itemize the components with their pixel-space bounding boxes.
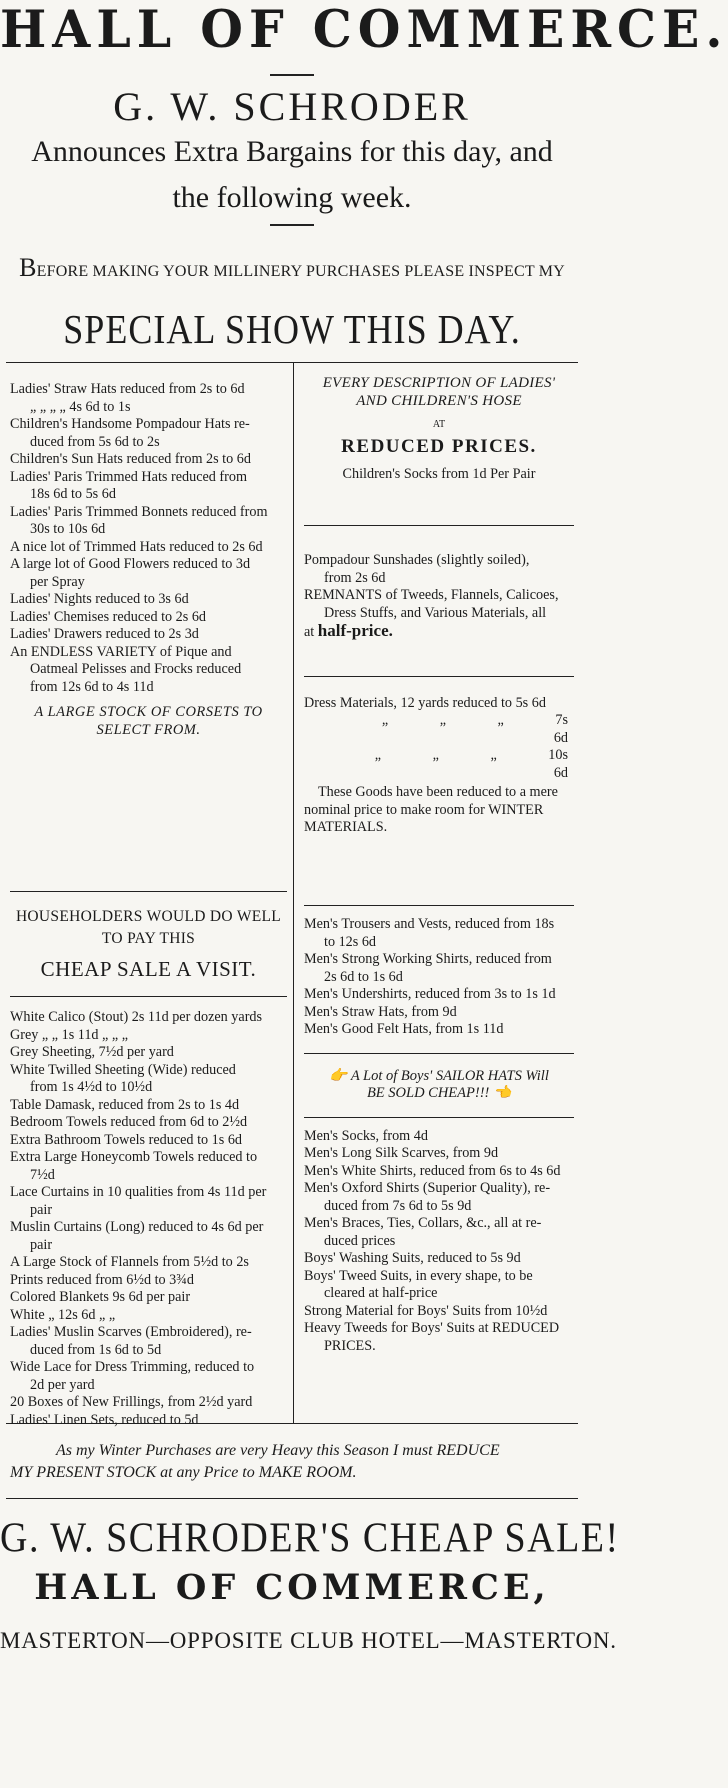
list-item: Men's Straw Hats, from 9d	[304, 1003, 457, 1020]
hose-at: AT	[432, 419, 446, 430]
household-list	[10, 997, 287, 1429]
sailor-hats-text: A Lot of Boys' SAILOR HATS Will	[350, 1067, 549, 1084]
list-item: duced prices	[324, 1232, 396, 1249]
list-item: Lace Curtains in 10 qualities from 4s 11d per	[10, 1184, 267, 1200]
list-item: „ „ „ „ 4s 6d to 1s	[30, 398, 131, 415]
sunshades-line-1: Pompadour Sunshades (slightly soiled),	[304, 552, 530, 568]
list-item: duced from 5s 6d to 2s	[30, 433, 160, 450]
list-item: White „ 12s 6d „ „	[10, 1306, 116, 1323]
location-line: MASTERTON—OPPOSITE CLUB HOTEL—MASTERTON.	[0, 1628, 617, 1653]
list-item: duced from 7s 6d to 5s 9d	[324, 1197, 472, 1214]
list-item: Extra Large Honeycomb Towels reduced to	[10, 1149, 258, 1165]
millinery-notice-text: EFORE MAKING YOUR MILLINERY PURCHASES PLEASE INSPECT MY	[36, 263, 565, 280]
boys-list	[304, 1118, 574, 1356]
list-item: cleared at half-price	[324, 1285, 438, 1301]
list-item: Colored Blankets 9s 6d per pair	[10, 1289, 191, 1305]
list-item: 20 Boxes of New Frillings, from 2½d yard	[10, 1394, 253, 1410]
list-item: Boys' Tweed Suits, in every shape, to be	[304, 1267, 533, 1284]
short-divider	[270, 74, 314, 76]
masthead-title: HALL OF COMMERCE.	[0, 0, 728, 60]
dress-materials-line-1: Dress Materials, 12 yards reduced to 5s 6d	[304, 694, 546, 711]
remnants-line-2: Dress Stuffs, and Various Materials, all	[324, 604, 547, 621]
list-item: Ladies' Muslin Scarves (Embroidered), re-	[10, 1324, 252, 1340]
dress-materials-line-2: „ „ „ 7s 6d	[381, 712, 568, 746]
list-item: from 12s 6d to 4s 11d	[30, 678, 154, 695]
list-item: pair	[30, 1201, 53, 1218]
list-item: Men's Strong Working Shirts, reduced from	[304, 951, 552, 967]
list-item: per Spray	[30, 573, 85, 590]
list-item: Men's Good Felt Hats, from 1s 11d	[304, 1021, 504, 1037]
millinery-column	[6, 363, 294, 891]
list-item: Ladies' Nights reduced to 3s 6d	[10, 591, 189, 607]
list-item: Table Damask, reduced from 2s to 1s 4d	[10, 1096, 240, 1113]
list-item: Bedroom Towels reduced from 6d to 2½d	[10, 1114, 248, 1130]
list-item: Men's Long Silk Scarves, from 9d	[304, 1145, 499, 1161]
millinery-list	[10, 363, 287, 696]
list-item: Ladies' Paris Trimmed Bonnets reduced from	[10, 503, 268, 520]
menswear-list	[304, 906, 574, 1039]
list-item: Oatmeal Pelisses and Frocks reduced	[30, 661, 242, 677]
householders-line-2: TO PAY THIS	[101, 930, 196, 947]
list-item: 18s 6d to 5s 6d	[30, 486, 116, 502]
list-item: Ladies' Linen Sets, reduced to 5d	[10, 1411, 199, 1428]
column-rule	[10, 891, 287, 892]
list-item: White Twilled Sheeting (Wide) reduced	[10, 1061, 236, 1078]
remnants-at: at	[304, 624, 318, 640]
sailor-hats-line-1: 👉 A Lot of Boys' SAILOR HATS Will	[329, 1067, 549, 1084]
half-price-emphasis: half-price.	[317, 621, 393, 640]
dress-note-line-1: These Goods have been reduced to a mere	[318, 784, 558, 800]
list-item: duced from 1s 6d to 5d	[30, 1341, 162, 1358]
list-item: Men's Braces, Ties, Collars, &c., all at re-	[304, 1215, 542, 1231]
dress-note-line-3: MATERIALS.	[304, 819, 388, 835]
list-item: A Large Stock of Flannels from 5½d to 2s	[10, 1254, 249, 1270]
list-item: from 1s 4½d to 10½d	[30, 1079, 153, 1095]
drop-cap: B	[19, 253, 37, 282]
list-item: PRICES.	[324, 1337, 376, 1354]
list-item: Ladies' Paris Trimmed Hats reduced from	[10, 468, 248, 485]
hose-heading-2: AND CHILDREN'S HOSE	[356, 392, 522, 409]
dress-materials-line-3: „ „ „ 10s 6d	[374, 747, 568, 781]
list-item: A large lot of Good Flowers reduced to 3d	[10, 556, 251, 572]
remnants-line-1: REMNANTS of Tweeds, Flannels, Calicoes,	[304, 587, 559, 603]
hosiery-column	[294, 363, 578, 891]
list-item: An ENDLESS VARIETY of Pique and	[10, 643, 232, 660]
list-item: Muslin Curtains (Long) reduced to 4s 6d per	[10, 1219, 264, 1235]
list-item: Men's Trousers and Vests, reduced from 18s	[304, 916, 555, 932]
list-item: pair	[30, 1236, 53, 1253]
list-item: A nice lot of Trimmed Hats reduced to 2s 6d	[10, 538, 263, 555]
list-item: 30s to 10s 6d	[30, 521, 106, 537]
corsets-line-1: A LARGE STOCK OF CORSETS TO	[34, 704, 263, 720]
list-item: Heavy Tweeds for Boys' Suits at REDUCED	[304, 1320, 560, 1336]
millinery-notice	[0, 253, 584, 284]
section-rule	[6, 1498, 578, 1499]
dress-note-line-2: nominal price to make room for WINTER	[304, 801, 544, 818]
menswear-column	[294, 891, 578, 1423]
childrens-socks: Children's Socks from 1d Per Pair	[342, 465, 536, 482]
list-item: Children's Handsome Pompadour Hats re-	[10, 416, 250, 432]
sailor-hats-text-2: BE SOLD CHEAP!!!	[366, 1085, 490, 1101]
winter-notice-line-1: As my Winter Purchases are very Heavy this Season I must REDUCE	[56, 1442, 500, 1459]
list-item: Extra Bathroom Towels reduced to 1s 6d	[10, 1131, 243, 1148]
list-item: to 12s 6d	[324, 933, 377, 950]
list-item: 7½d	[30, 1166, 55, 1183]
reduced-prices-heading: REDUCED PRICES.	[341, 435, 537, 457]
list-item: Strong Material for Boys' Suits from 10½d	[304, 1302, 548, 1319]
list-item: 2s 6d to 1s 6d	[324, 968, 403, 985]
household-column	[6, 891, 294, 1428]
proprietor-name: G. W. SCHRODER	[113, 84, 471, 129]
announcement-line-2: the following week.	[172, 181, 412, 214]
column-rule	[304, 525, 574, 526]
announcement-line-1: Announces Extra Bargains for this day, and	[31, 135, 553, 168]
list-item: Ladies' Straw Hats reduced from 2s to 6d	[10, 381, 245, 397]
sunshades-line-2: from 2s 6d	[324, 569, 386, 586]
sailor-hats-line-2: BE SOLD CHEAP!!! 👈	[366, 1085, 512, 1101]
householders-line-1: HOUSEHOLDERS WOULD DO WELL	[15, 908, 282, 925]
list-item: Men's White Shirts, reduced from 6s to 4s 6d	[304, 1162, 561, 1179]
section-one	[6, 363, 578, 891]
short-divider	[270, 224, 314, 226]
remnants-line-3	[304, 622, 574, 642]
list-item: Men's Undershirts, reduced from 3s to 1s 1d	[304, 986, 556, 1002]
cheap-sale-heading: G. W. SCHRODER'S CHEAP SALE!	[0, 1515, 620, 1562]
list-item: Boys' Washing Suits, reduced to 5s 9d	[304, 1250, 521, 1266]
corsets-line-2: SELECT FROM.	[96, 721, 201, 738]
list-item: Ladies' Chemises reduced to 2s 6d	[10, 608, 207, 625]
hall-of-commerce-footer: HALL OF COMMERCE,	[34, 1567, 550, 1608]
list-item: Ladies' Drawers reduced to 2s 3d	[10, 626, 199, 642]
list-item: Men's Socks, from 4d	[304, 1127, 428, 1144]
section-two	[6, 891, 578, 1428]
list-item: Grey „ „ 1s 11d „ „ „	[10, 1026, 129, 1043]
column-rule	[304, 1053, 574, 1054]
list-item: Children's Sun Hats reduced from 2s to 6d	[10, 451, 251, 467]
winter-notice-line-2: MY PRESENT STOCK at any Price to MAKE ROOM.	[10, 1464, 357, 1481]
list-item: Prints reduced from 6½d to 3¾d	[10, 1271, 195, 1288]
list-item: 2d per yard	[30, 1376, 95, 1393]
list-item: Men's Oxford Shirts (Superior Quality), re-	[304, 1180, 551, 1196]
list-item: White Calico (Stout) 2s 11d per dozen yards	[10, 1009, 263, 1025]
cheap-sale-visit: CHEAP SALE A VISIT.	[40, 957, 257, 981]
column-rule	[304, 676, 574, 677]
hose-heading-1: EVERY DESCRIPTION OF LADIES'	[322, 375, 556, 391]
list-item: Grey Sheeting, 7½d per yard	[10, 1044, 174, 1060]
special-show-heading: SPECIAL SHOW THIS DAY.	[63, 306, 521, 353]
list-item: Wide Lace for Dress Trimming, reduced to	[10, 1359, 255, 1375]
